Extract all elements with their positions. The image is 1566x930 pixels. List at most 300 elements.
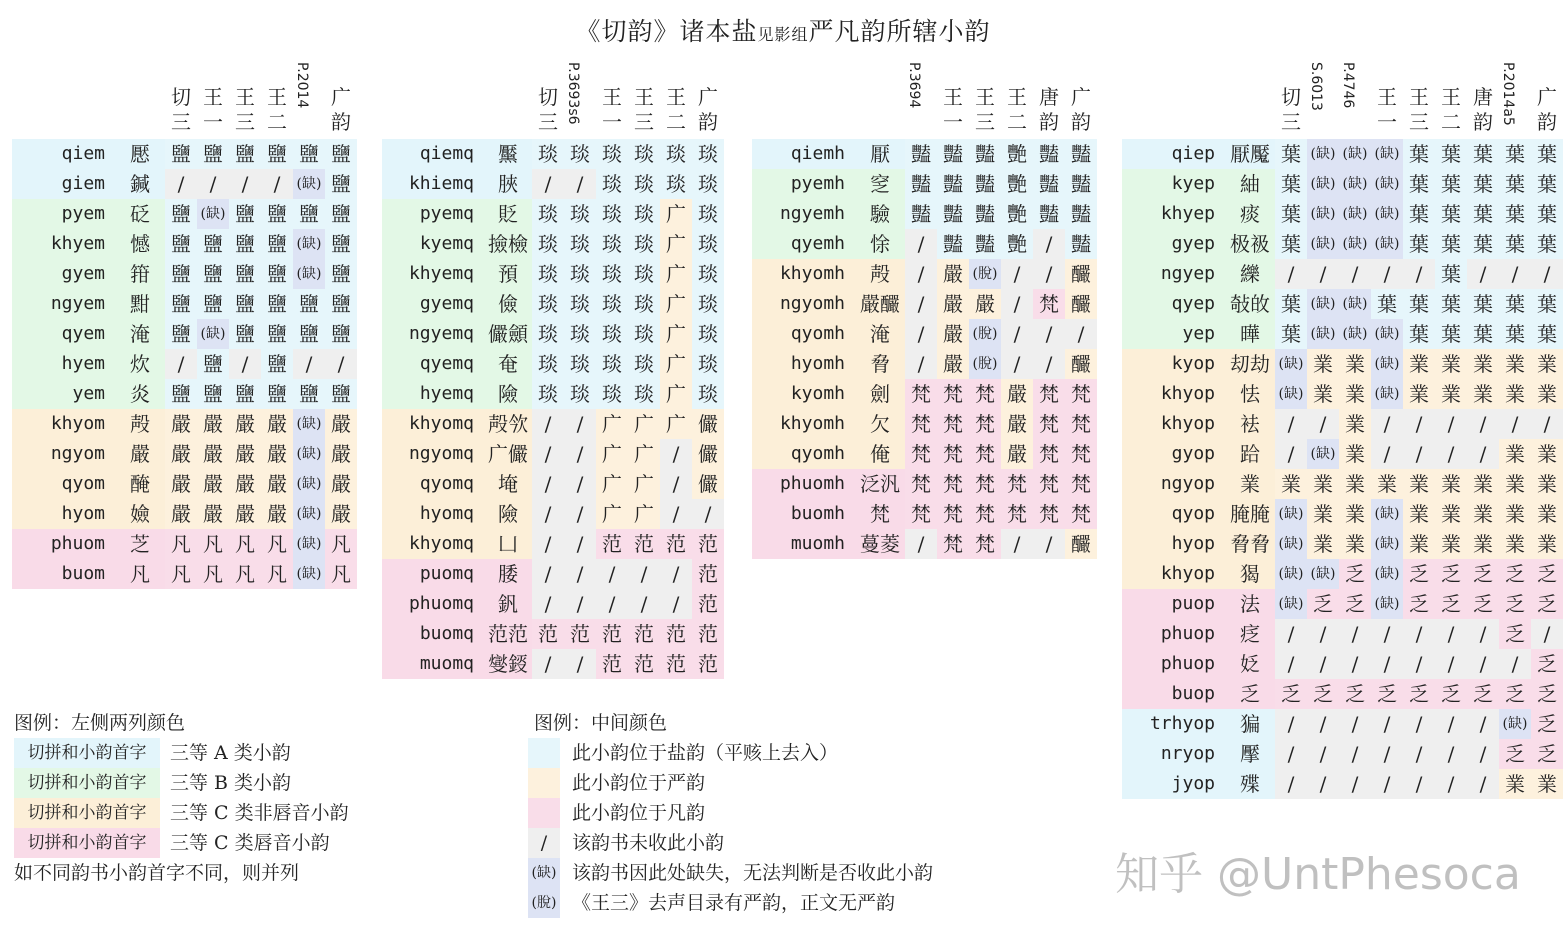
- rhyme-cell: /: [1467, 619, 1499, 649]
- romanization-cell: khiemq: [382, 169, 484, 199]
- rhyme-cell: 鹽: [229, 199, 261, 229]
- rhyme-cell: /: [905, 289, 937, 319]
- rhyme-cell: /: [660, 439, 692, 469]
- rhyme-cell: 琰: [596, 259, 628, 289]
- rhyme-cell: (缺): [293, 439, 325, 469]
- rhyme-cell: 鹽: [197, 229, 229, 259]
- romanization-cell: hyemq: [382, 379, 484, 409]
- rhyme-cell: 梵: [1001, 499, 1033, 529]
- rhyme-cell: 琰: [692, 139, 724, 169]
- rhyme-cell: /: [1307, 649, 1339, 679]
- rhyme-cell: 范: [628, 649, 660, 679]
- head-character-cell: 厭魘: [1225, 139, 1275, 169]
- romanization-cell: yep: [1122, 319, 1225, 349]
- rhyme-cell: (缺): [293, 229, 325, 259]
- table-row: [1122, 499, 1563, 529]
- rhyme-cell: 嚴: [261, 409, 293, 439]
- romanization-cell: pyem: [12, 199, 115, 229]
- table-row: [752, 169, 1097, 199]
- table-row: [382, 559, 724, 589]
- rhyme-cell: 嚴: [229, 499, 261, 529]
- rhyme-cell: 業: [1531, 769, 1563, 799]
- romanization-cell: yem: [12, 379, 115, 409]
- rhyme-cell: (缺): [293, 259, 325, 289]
- rhyme-cell: 葉: [1499, 169, 1531, 199]
- rhyme-cell: /: [532, 589, 564, 619]
- legend-item: [528, 858, 933, 888]
- rhyme-cell: /: [564, 499, 596, 529]
- rhyme-cell: 琰: [564, 379, 596, 409]
- rhyme-cell: /: [165, 349, 197, 379]
- rhyme-cell: 梵: [937, 409, 969, 439]
- rhyme-cell: /: [532, 169, 564, 199]
- rhyme-cell: 業: [1307, 469, 1339, 499]
- rhyme-cell: 广: [596, 469, 628, 499]
- rhyme-cell: 范: [628, 529, 660, 559]
- table-row: [752, 229, 1097, 259]
- rhyme-cell: (缺): [1339, 169, 1371, 199]
- rhyme-cell: 業: [1499, 499, 1531, 529]
- rhyme-cell: 葉: [1435, 319, 1467, 349]
- rhyme-cell: 广: [660, 229, 692, 259]
- rhyme-cell: 業: [1531, 469, 1563, 499]
- head-character-cell: 燮鋄: [484, 649, 532, 679]
- romanization-cell: gyep: [1122, 229, 1225, 259]
- rhyme-cell: 業: [1499, 469, 1531, 499]
- head-character-cell: 炎: [115, 379, 165, 409]
- rhyme-cell: 乏: [1531, 649, 1563, 679]
- column-header: P.3693s6: [565, 62, 581, 125]
- rhyme-cell: /: [261, 169, 293, 199]
- romanization-cell: qiemh: [752, 139, 855, 169]
- head-character-cell: 蔓菱: [855, 529, 905, 559]
- rhyme-cell: 業: [1435, 499, 1467, 529]
- table-row: [382, 289, 724, 319]
- rhyme-cell: 范: [660, 649, 692, 679]
- legend-text: 此小韵位于严韵: [572, 772, 706, 794]
- rhyme-cell: (缺): [293, 529, 325, 559]
- rhyme-cell: 鹽: [229, 379, 261, 409]
- romanization-cell: gyem: [12, 259, 115, 289]
- legend-item: [528, 768, 705, 798]
- legend-swatch: 切拼和小韵首字: [14, 798, 160, 828]
- table-row: [752, 529, 1097, 559]
- rhyme-cell: (缺): [293, 559, 325, 589]
- head-character-cell: 梵: [855, 499, 905, 529]
- head-character-cell: 鍼: [115, 169, 165, 199]
- rhyme-cell: (缺): [1371, 589, 1403, 619]
- head-character-cell: 埯: [484, 469, 532, 499]
- rhyme-cell: 嚴: [325, 499, 357, 529]
- rhyme-cell: 嚴: [937, 259, 969, 289]
- romanization-cell: khyop: [1122, 379, 1225, 409]
- rhyme-cell: (缺): [1307, 169, 1339, 199]
- rhyme-cell: 梵: [1065, 499, 1097, 529]
- rhyme-cell: (脫): [969, 319, 1001, 349]
- table-row: [382, 379, 724, 409]
- head-character-cell: 痰: [1225, 199, 1275, 229]
- rhyme-cell: 琰: [692, 379, 724, 409]
- romanization-cell: qiem: [12, 139, 115, 169]
- rhyme-cell: 鹽: [261, 199, 293, 229]
- rhyme-cell: 嚴: [937, 289, 969, 319]
- rhyme-cell: 嚴: [197, 499, 229, 529]
- rhyme-cell: 乏: [1307, 589, 1339, 619]
- rhyme-cell: 广: [628, 409, 660, 439]
- rhyme-cell: 業: [1307, 379, 1339, 409]
- romanization-cell: phuom: [12, 529, 115, 559]
- table-row: [1122, 649, 1563, 679]
- rhyme-cell: 琰: [532, 139, 564, 169]
- head-character-cell: 姂: [1225, 649, 1275, 679]
- rhyme-cell: 范: [660, 529, 692, 559]
- rhyme-cell: 艷: [1001, 139, 1033, 169]
- head-character-cell: 炊: [115, 349, 165, 379]
- column-header: 切 三: [538, 85, 558, 134]
- rhyme-cell: 琰: [628, 289, 660, 319]
- rhyme-cell: 豔: [937, 229, 969, 259]
- rhyme-cell: /: [1467, 439, 1499, 469]
- table-row: [12, 319, 357, 349]
- romanization-cell: qyep: [1122, 289, 1225, 319]
- rhyme-cell: 梵: [937, 439, 969, 469]
- rhyme-cell: 業: [1307, 499, 1339, 529]
- rhyme-cell: /: [1435, 439, 1467, 469]
- head-character-cell: 袪: [1225, 409, 1275, 439]
- romanization-cell: jyop: [1122, 769, 1225, 799]
- column-header: S.6013: [1308, 62, 1324, 111]
- rhyme-cell: 葉: [1403, 289, 1435, 319]
- romanization-cell: qyomh: [752, 319, 855, 349]
- column-header: 王 二: [1007, 85, 1027, 134]
- rhyme-cell: /: [1339, 769, 1371, 799]
- rhyme-cell: 乏: [1499, 559, 1531, 589]
- rhyme-cell: 業: [1275, 469, 1307, 499]
- rhyme-cell: 葉: [1435, 289, 1467, 319]
- rhyme-cell: 梵: [969, 469, 1001, 499]
- head-character-cell: 悇: [855, 229, 905, 259]
- romanization-cell: puomq: [382, 559, 484, 589]
- rhyme-cell: 琰: [692, 199, 724, 229]
- rhyme-cell: 琰: [692, 349, 724, 379]
- table-row: [1122, 529, 1563, 559]
- rhyme-cell: /: [532, 559, 564, 589]
- rhyme-cell: 琰: [692, 229, 724, 259]
- rhyme-cell: 鹽: [325, 259, 357, 289]
- rhyme-cell: (缺): [293, 169, 325, 199]
- rhyme-cell: /: [692, 499, 724, 529]
- legend-swatch: [528, 798, 560, 828]
- legend-item: [528, 798, 705, 828]
- rhyme-cell: 業: [1435, 529, 1467, 559]
- rhyme-cell: /: [1307, 409, 1339, 439]
- rhyme-cell: /: [1435, 739, 1467, 769]
- rhyme-cell: /: [532, 469, 564, 499]
- table-row: [382, 139, 724, 169]
- rhyme-cell: 广: [628, 439, 660, 469]
- table-row: [752, 439, 1097, 469]
- rhyme-cell: 凡: [229, 529, 261, 559]
- rhyme-cell: /: [660, 559, 692, 589]
- legend-item: [528, 888, 895, 918]
- legend-swatch: (脫): [528, 888, 560, 918]
- romanization-cell: khyop: [1122, 409, 1225, 439]
- rhyme-cell: (缺): [197, 199, 229, 229]
- romanization-cell: hyomq: [382, 499, 484, 529]
- rhyme-cell: /: [1371, 769, 1403, 799]
- rhyme-cell: /: [1467, 769, 1499, 799]
- rhyme-cell: 嚴: [261, 439, 293, 469]
- rhyme-cell: 豔: [1065, 139, 1097, 169]
- column-header: 王 三: [975, 85, 995, 134]
- rhyme-cell: 梵: [969, 379, 1001, 409]
- rhyme-cell: 嚴: [165, 409, 197, 439]
- rhyme-cell: 釅: [1065, 259, 1097, 289]
- rhyme-cell: (缺): [1339, 229, 1371, 259]
- legend-item: [14, 768, 291, 798]
- rhyme-cell: (缺): [1371, 559, 1403, 589]
- table-row: [752, 139, 1097, 169]
- rhyme-cell: /: [325, 349, 357, 379]
- rhyme-cell: 豔: [969, 169, 1001, 199]
- legend-swatch: (缺): [528, 858, 560, 888]
- table-row: [1122, 409, 1563, 439]
- rhyme-cell: /: [1275, 259, 1307, 289]
- column-header: 王 一: [203, 85, 223, 134]
- rhyme-cell: 鹽: [293, 139, 325, 169]
- legend-middle: [528, 708, 1088, 923]
- rhyme-cell: 業: [1499, 379, 1531, 409]
- rhyme-cell: 鹽: [165, 289, 197, 319]
- romanization-cell: pyemq: [382, 199, 484, 229]
- rhyme-cell: 乏: [1339, 589, 1371, 619]
- rhyme-cell: 琰: [564, 199, 596, 229]
- rhyme-cell: /: [1467, 739, 1499, 769]
- romanization-cell: qyem: [12, 319, 115, 349]
- rhyme-cell: 儼: [692, 469, 724, 499]
- rhyme-cell: 凡: [325, 559, 357, 589]
- rhyme-cell: /: [564, 649, 596, 679]
- column-header: P.2014: [294, 62, 310, 109]
- legend-left: [14, 708, 514, 888]
- column-header: 王 三: [235, 85, 255, 134]
- rhyme-cell: 琰: [596, 169, 628, 199]
- rhyme-cell: 乏: [1403, 679, 1435, 709]
- romanization-cell: phuop: [1122, 649, 1225, 679]
- romanization-cell: qiemq: [382, 139, 484, 169]
- rhyme-cell: 琰: [692, 169, 724, 199]
- rhyme-cell: 梵: [1065, 379, 1097, 409]
- table-row: [12, 559, 357, 589]
- rhyme-cell: 梵: [1065, 439, 1097, 469]
- rhyme-cell: /: [293, 349, 325, 379]
- rhyme-cell: 嚴: [229, 469, 261, 499]
- rhyme-cell: 豔: [969, 229, 1001, 259]
- rhyme-cell: /: [1001, 259, 1033, 289]
- rhyme-cell: 琰: [532, 259, 564, 289]
- rhyme-cell: /: [628, 589, 660, 619]
- rhyme-cell: 葉: [1531, 289, 1563, 319]
- legend-swatch: /: [528, 828, 560, 858]
- rhyme-cell: 琰: [596, 199, 628, 229]
- rhyme-cell: /: [532, 529, 564, 559]
- table-row: [382, 349, 724, 379]
- table-row: [12, 409, 357, 439]
- rhyme-cell: 葉: [1435, 139, 1467, 169]
- rhyme-cell: 梵: [969, 529, 1001, 559]
- head-character-cell: 淹: [855, 319, 905, 349]
- rhyme-cell: 鹽: [261, 379, 293, 409]
- rhyme-cell: 琰: [628, 379, 660, 409]
- rhyme-cell: (缺): [293, 469, 325, 499]
- rhyme-cell: 業: [1531, 349, 1563, 379]
- romanization-cell: phuop: [1122, 619, 1225, 649]
- rhyme-cell: /: [1499, 259, 1531, 289]
- rhyme-cell: (缺): [1307, 229, 1339, 259]
- rhyme-cell: 業: [1403, 499, 1435, 529]
- rhyme-cell: 葉: [1499, 229, 1531, 259]
- rhyme-cell: 广: [596, 499, 628, 529]
- rhyme-cell: 鹽: [165, 379, 197, 409]
- table-row: [382, 529, 724, 559]
- head-character-cell: 貶: [484, 199, 532, 229]
- rhyme-cell: 業: [1403, 379, 1435, 409]
- romanization-cell: pyemh: [752, 169, 855, 199]
- rhyme-cell: /: [564, 469, 596, 499]
- rhyme-cell: 鹽: [229, 259, 261, 289]
- rhyme-cell: 凡: [165, 559, 197, 589]
- head-character-cell: 乏: [1225, 679, 1275, 709]
- table-row: [1122, 589, 1563, 619]
- romanization-cell: gyemq: [382, 289, 484, 319]
- table-row: [12, 469, 357, 499]
- rhyme-cell: 業: [1435, 379, 1467, 409]
- column-header: 王 二: [666, 85, 686, 134]
- rhyme-cell: /: [1499, 409, 1531, 439]
- rhyme-cell: 葉: [1467, 169, 1499, 199]
- table-row: [1122, 169, 1563, 199]
- rhyme-cell: 鹽: [165, 229, 197, 259]
- rhyme-cell: 葉: [1531, 229, 1563, 259]
- rhyme-cell: 广: [660, 199, 692, 229]
- rhyme-cell: (缺): [1371, 199, 1403, 229]
- rhyme-cell: /: [229, 169, 261, 199]
- rhyme-cell: 艷: [1001, 199, 1033, 229]
- rhyme-cell: 業: [1499, 529, 1531, 559]
- head-character-cell: 俺: [855, 439, 905, 469]
- romanization-cell: qyomh: [752, 439, 855, 469]
- rhyme-cell: (缺): [197, 319, 229, 349]
- rhyme-cell: 嚴: [1001, 379, 1033, 409]
- rhyme-cell: 業: [1339, 469, 1371, 499]
- rhyme-cell: /: [532, 649, 564, 679]
- rhyme-cell: 琰: [628, 319, 660, 349]
- rhyme-cell: 嚴: [325, 409, 357, 439]
- rhyme-cell: /: [1339, 619, 1371, 649]
- rhyme-cell: (缺): [1275, 499, 1307, 529]
- rhyme-cell: 鹽: [165, 259, 197, 289]
- legend-text: 该韵书未收此小韵: [572, 832, 725, 854]
- romanization-cell: ngyop: [1122, 469, 1225, 499]
- rhyme-cell: /: [165, 169, 197, 199]
- rhyme-cell: 豔: [1033, 139, 1065, 169]
- head-character-cell: 纅: [1225, 259, 1275, 289]
- table-row: [382, 409, 724, 439]
- rhyme-cell: 鹽: [325, 289, 357, 319]
- rhyme-cell: 葉: [1531, 169, 1563, 199]
- head-character-cell: 醃: [115, 469, 165, 499]
- column-header: 唐 韵: [1039, 85, 1059, 134]
- rhyme-cell: /: [532, 409, 564, 439]
- romanization-cell: buomq: [382, 619, 484, 649]
- table-row: [1122, 619, 1563, 649]
- rhyme-cell: 范: [564, 619, 596, 649]
- rhyme-cell: /: [1403, 439, 1435, 469]
- rhyme-cell: 乏: [1339, 559, 1371, 589]
- rhyme-cell: /: [1307, 739, 1339, 769]
- rhyme-cell: /: [564, 439, 596, 469]
- rhyme-cell: 梵: [905, 379, 937, 409]
- table-row: [12, 529, 357, 559]
- romanization-cell: muomh: [752, 529, 855, 559]
- table-row: [752, 289, 1097, 319]
- romanization-cell: khyemq: [382, 259, 484, 289]
- rhyme-cell: 琰: [596, 289, 628, 319]
- rhyme-cell: 業: [1339, 379, 1371, 409]
- rhyme-cell: 梵: [937, 499, 969, 529]
- rhyme-cell: /: [1531, 619, 1563, 649]
- column-header: 王 一: [943, 85, 963, 134]
- rhyme-cell: 广: [628, 499, 660, 529]
- table-row: [382, 439, 724, 469]
- romanization-cell: ngyom: [12, 439, 115, 469]
- rhyme-cell: 梵: [1033, 499, 1065, 529]
- rhyme-cell: (脫): [969, 259, 1001, 289]
- table-row: [1122, 559, 1563, 589]
- rhyme-cell: 琰: [564, 139, 596, 169]
- head-character-cell: 广儼: [484, 439, 532, 469]
- rhyme-cell: 嚴: [325, 469, 357, 499]
- head-character-cell: 釩: [484, 589, 532, 619]
- rhyme-cell: 鹽: [293, 199, 325, 229]
- rhyme-cell: /: [905, 319, 937, 349]
- head-character-cell: 殸: [855, 259, 905, 289]
- rhyme-cell: 乏: [1467, 559, 1499, 589]
- head-character-cell: 險: [484, 499, 532, 529]
- rhyme-cell: 凡: [197, 529, 229, 559]
- table-row: [382, 199, 724, 229]
- rhyme-cell: 梵: [1033, 379, 1065, 409]
- head-character-cell: 腇: [484, 559, 532, 589]
- rhyme-cell: (缺): [1371, 319, 1403, 349]
- rhyme-cell: 儼: [692, 439, 724, 469]
- head-character-cell: 曄: [1225, 319, 1275, 349]
- rhyme-cell: 葉: [1499, 289, 1531, 319]
- rhyme-cell: /: [1371, 619, 1403, 649]
- rhyme-cell: (缺): [1371, 529, 1403, 559]
- rhyme-cell: 儼: [692, 409, 724, 439]
- head-character-cell: 預: [484, 259, 532, 289]
- rhyme-cell: (缺): [1339, 289, 1371, 319]
- table-row: [382, 319, 724, 349]
- romanization-cell: buom: [12, 559, 115, 589]
- rhyme-cell: 豔: [1033, 199, 1065, 229]
- rhyme-cell: /: [1275, 769, 1307, 799]
- legend-item: [14, 738, 291, 768]
- rhyme-cell: /: [1371, 649, 1403, 679]
- rhyme-cell: 乏: [1435, 559, 1467, 589]
- romanization-cell: hyem: [12, 349, 115, 379]
